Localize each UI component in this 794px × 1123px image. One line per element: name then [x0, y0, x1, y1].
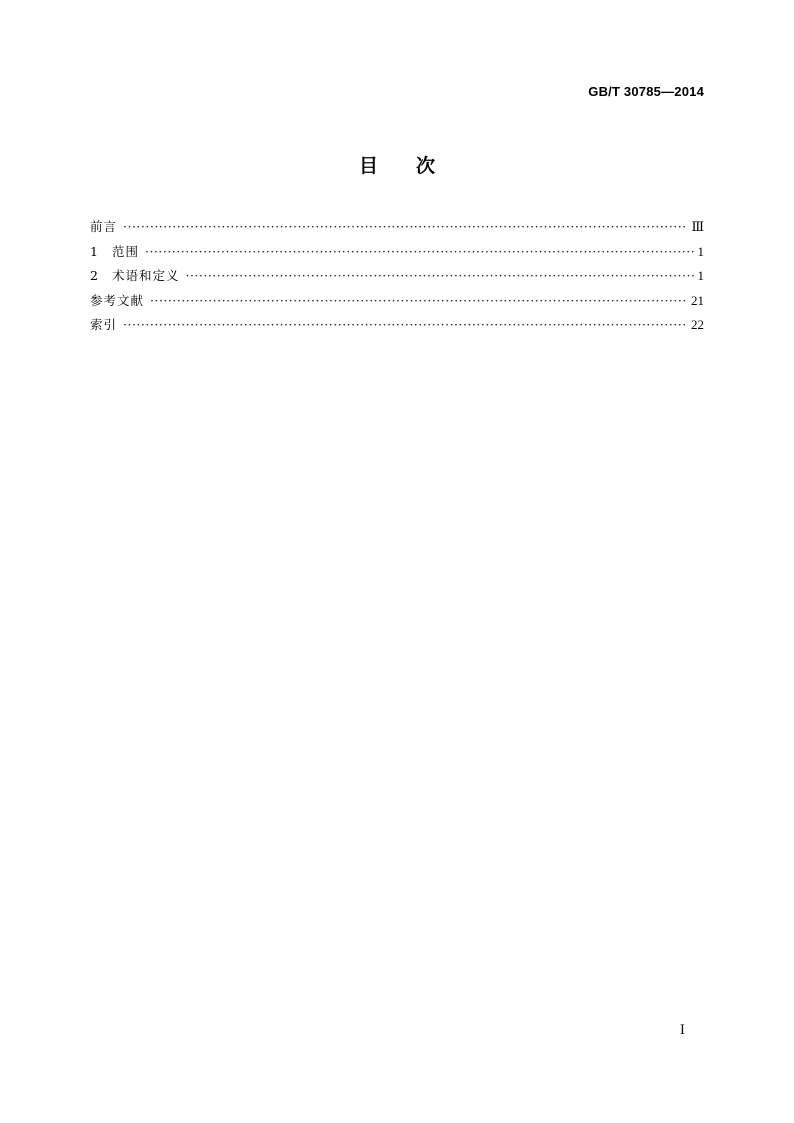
- toc-dot-leader: [123, 317, 687, 332]
- toc-entry-label: 前言: [90, 219, 118, 234]
- toc-entry-foreword[interactable]: [90, 217, 704, 242]
- toc-dot-leader: [150, 293, 687, 308]
- toc-dot-leader: [123, 219, 687, 234]
- toc-list: [90, 217, 704, 340]
- toc-entry-page: Ⅲ: [691, 219, 704, 234]
- toc-entry-page: 1: [697, 268, 704, 284]
- toc-entry-number: 1: [90, 243, 98, 259]
- toc-dot-leader: [145, 244, 694, 259]
- toc-entry-bibliography[interactable]: [90, 291, 704, 316]
- toc-entry-terms-definitions[interactable]: [90, 266, 704, 291]
- toc-entry-label: 参考文献: [90, 292, 145, 308]
- toc-entry-label: 术语和定义: [111, 268, 180, 284]
- standard-code: GB/T 30785—2014: [588, 84, 704, 99]
- toc-entry-number: 2: [90, 268, 98, 284]
- toc-title: 目次: [358, 155, 473, 177]
- toc-dot-leader: [185, 268, 693, 283]
- toc-entry-label: 范围: [111, 243, 139, 259]
- toc-entry-page: 22: [691, 317, 704, 333]
- page-number: Ⅰ: [679, 1022, 685, 1037]
- toc-entry-label: 索引: [90, 317, 118, 333]
- toc-entry-page: 21: [691, 292, 704, 308]
- toc-entry-page: 1: [697, 243, 704, 259]
- toc-entry-index[interactable]: [90, 315, 704, 340]
- toc-entry-scope[interactable]: [90, 242, 704, 267]
